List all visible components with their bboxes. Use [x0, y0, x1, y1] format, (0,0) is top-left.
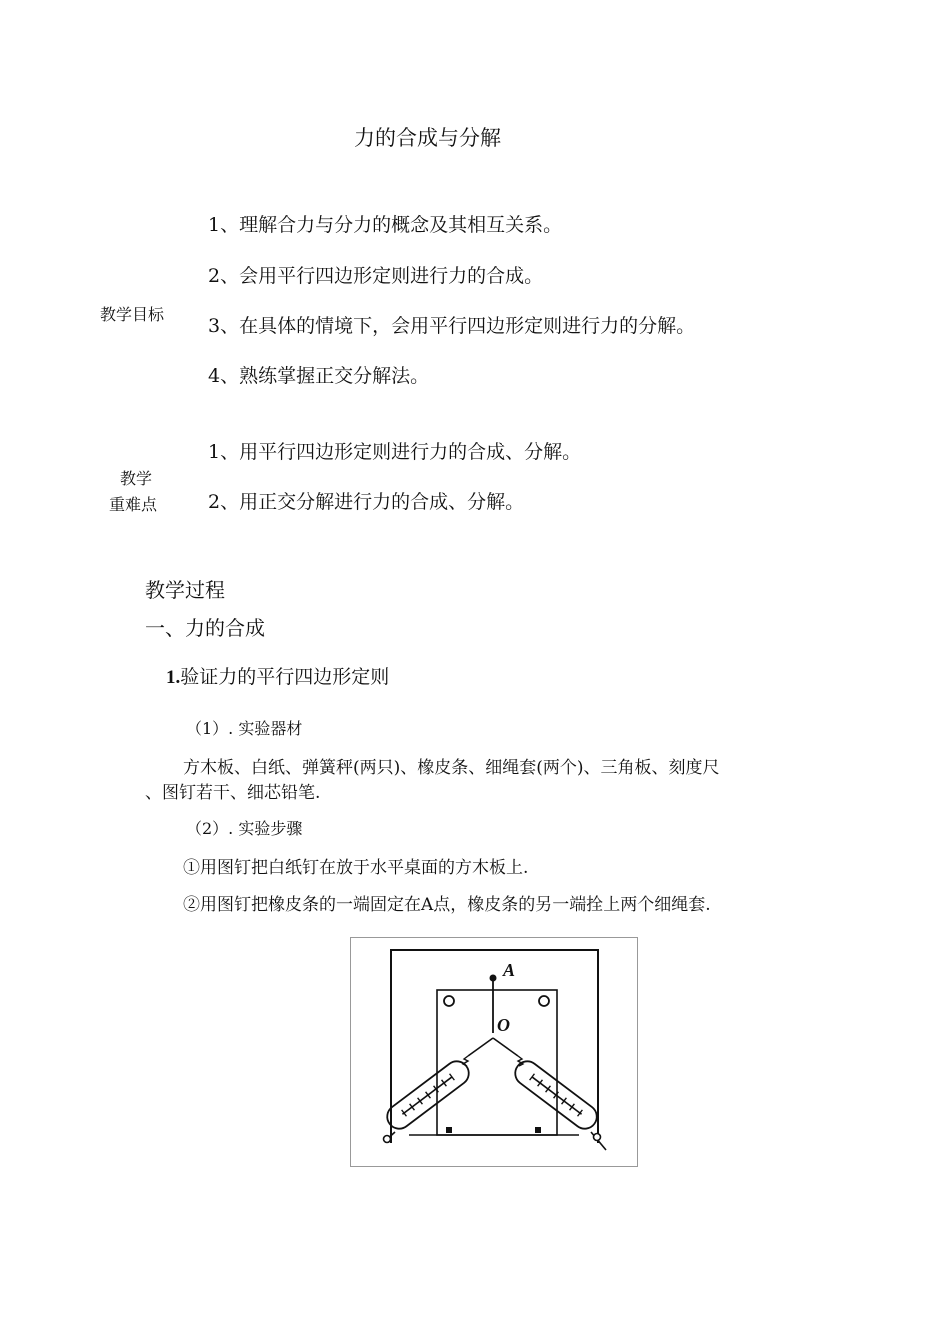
white-paper [437, 990, 557, 1135]
pin-right [539, 996, 549, 1006]
step-1: ①用图钉把白纸钉在放于水平桌面的方木板上. [183, 858, 529, 878]
spring-balance-right [510, 1057, 601, 1134]
subsection-number: 1. [166, 667, 181, 688]
objective-item-3: 3、在具体的情境下，会用平行四边形定则进行力的分解。 [208, 315, 696, 337]
subsection-title: 验证力的平行四边形定则 [180, 666, 390, 688]
experiment-figure [350, 937, 638, 1167]
materials-line-2: 、图钉若干、细芯铅笔. [145, 783, 321, 803]
objectives-label: 教学目标 [100, 305, 165, 324]
steps-heading: （2）. 实验步骤 [186, 819, 303, 838]
objective-item-4: 4、熟练掌握正交分解法。 [208, 365, 430, 387]
label-o: O [497, 1015, 510, 1035]
key-point-item-1: 1、用平行四边形定则进行力的合成、分解。 [208, 441, 582, 463]
spring-balance-left [382, 1057, 473, 1134]
key-points-label-line1: 教学 [120, 469, 153, 488]
process-heading: 教学过程 [145, 578, 225, 602]
materials-heading: （1）. 实验器材 [186, 719, 303, 738]
page-title: 力的合成与分解 [354, 126, 501, 150]
subsection-heading [166, 662, 389, 689]
pin-left [444, 996, 454, 1006]
label-a: A [503, 960, 516, 980]
objective-item-2: 2、会用平行四边形定则进行力的合成。 [208, 265, 544, 287]
section-heading-composition: 一、力的合成 [145, 616, 265, 640]
apparatus-diagram [351, 938, 637, 1166]
key-points-label-line2: 重难点 [109, 495, 158, 514]
objective-item-1: 1、理解合力与分力的概念及其相互关系。 [208, 214, 563, 236]
key-point-item-2: 2、用正交分解进行力的合成、分解。 [208, 491, 525, 513]
materials-line-1: 方木板、白纸、弹簧秤(两只)、橡皮条、细绳套(两个)、三角板、刻度尺 [183, 758, 720, 778]
point-a [490, 975, 497, 982]
step-2: ②用图钉把橡皮条的一端固定在A点，橡皮条的另一端拴上两个细绳套. [183, 895, 711, 915]
